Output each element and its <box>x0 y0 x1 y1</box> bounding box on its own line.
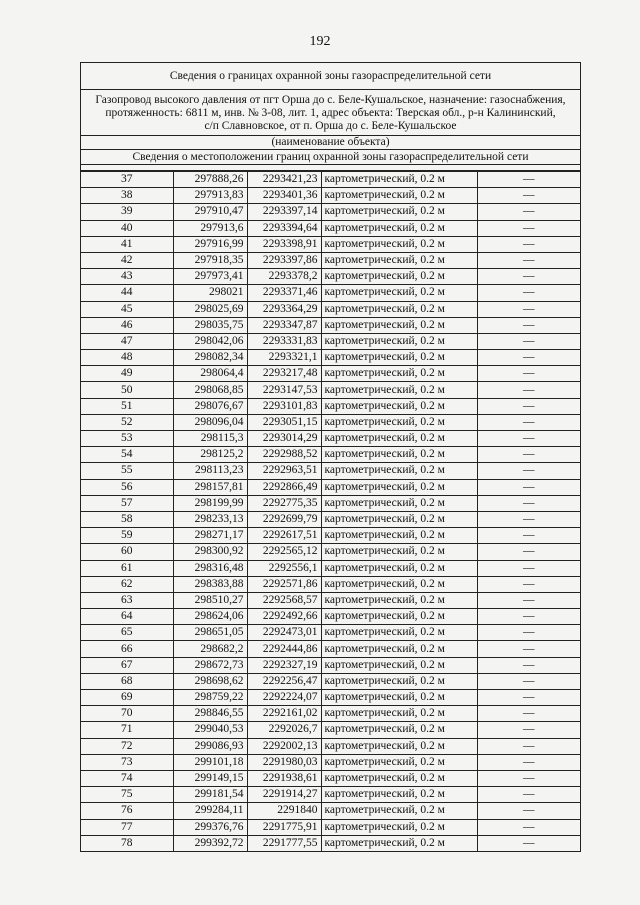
method-accuracy-cell: картометрический, 0.2 м <box>321 172 477 188</box>
y-coordinate-cell: 2292473,01 <box>247 625 321 641</box>
table-row <box>81 657 580 673</box>
table-row <box>81 431 580 447</box>
y-coordinate-cell: 2293101,83 <box>247 398 321 414</box>
x-coordinate-cell: 298383,88 <box>173 576 247 592</box>
point-number-cell: 64 <box>81 609 173 625</box>
point-number-cell: 55 <box>81 463 173 479</box>
object-name-line: с/п Славновское, от п. Орша до с. Беле-Кушальское <box>204 120 457 132</box>
y-coordinate-cell: 2293217,48 <box>247 366 321 382</box>
table-row <box>81 819 580 835</box>
method-accuracy-cell: картометрический, 0.2 м <box>321 285 477 301</box>
section-title: Сведения о местоположении границ охранной зоны газораспределительной сети <box>81 150 580 165</box>
point-number-cell: 47 <box>81 333 173 349</box>
point-number-cell: 75 <box>81 787 173 803</box>
point-number-cell: 57 <box>81 495 173 511</box>
point-number-cell: 49 <box>81 366 173 382</box>
method-accuracy-cell: картометрический, 0.2 м <box>321 625 477 641</box>
description-cell: — <box>477 690 580 706</box>
point-number-cell: 40 <box>81 220 173 236</box>
page-number: 192 <box>309 34 331 49</box>
description-cell: — <box>477 350 580 366</box>
point-number-cell: 76 <box>81 803 173 819</box>
table-row <box>81 252 580 268</box>
description-cell: — <box>477 252 580 268</box>
method-accuracy-cell: картометрический, 0.2 м <box>321 269 477 285</box>
x-coordinate-cell: 298846,55 <box>173 706 247 722</box>
table-row <box>81 463 580 479</box>
method-accuracy-cell: картометрический, 0.2 м <box>321 787 477 803</box>
table-row <box>81 414 580 430</box>
method-accuracy-cell: картометрический, 0.2 м <box>321 333 477 349</box>
method-accuracy-cell: картометрический, 0.2 м <box>321 592 477 608</box>
description-cell: — <box>477 770 580 786</box>
method-accuracy-cell: картометрический, 0.2 м <box>321 576 477 592</box>
object-name-caption: (наименование объекта) <box>81 136 580 150</box>
point-number-cell: 74 <box>81 770 173 786</box>
form-title: Сведения о границах охранной зоны газораспределительной сети <box>81 63 580 90</box>
method-accuracy-cell: картометрический, 0.2 м <box>321 803 477 819</box>
x-coordinate-cell: 298672,73 <box>173 657 247 673</box>
description-cell: — <box>477 172 580 188</box>
object-name <box>81 90 580 136</box>
y-coordinate-cell: 2292327,19 <box>247 657 321 673</box>
y-coordinate-cell: 2293378,2 <box>247 269 321 285</box>
x-coordinate-cell: 299086,93 <box>173 738 247 754</box>
description-cell: — <box>477 301 580 317</box>
description-cell: — <box>477 220 580 236</box>
table-row <box>81 592 580 608</box>
description-cell: — <box>477 754 580 770</box>
point-number-cell: 73 <box>81 754 173 770</box>
x-coordinate-cell: 298682,2 <box>173 641 247 657</box>
description-cell: — <box>477 803 580 819</box>
y-coordinate-cell: 2293397,14 <box>247 204 321 220</box>
table-row <box>81 641 580 657</box>
y-coordinate-cell: 2293147,53 <box>247 382 321 398</box>
table-row <box>81 544 580 560</box>
description-cell: — <box>477 560 580 576</box>
method-accuracy-cell: картометрический, 0.2 м <box>321 366 477 382</box>
method-accuracy-cell: картометрический, 0.2 м <box>321 447 477 463</box>
description-cell: — <box>477 835 580 851</box>
table-row <box>81 722 580 738</box>
table-row <box>81 350 580 366</box>
table-row <box>81 560 580 576</box>
x-coordinate-cell: 298624,06 <box>173 609 247 625</box>
point-number-cell: 51 <box>81 398 173 414</box>
point-number-cell: 62 <box>81 576 173 592</box>
table-row <box>81 625 580 641</box>
y-coordinate-cell: 2292699,79 <box>247 511 321 527</box>
x-coordinate-cell: 297910,47 <box>173 204 247 220</box>
description-cell: — <box>477 269 580 285</box>
description-cell: — <box>477 657 580 673</box>
y-coordinate-cell: 2293331,83 <box>247 333 321 349</box>
x-coordinate-cell: 297973,41 <box>173 269 247 285</box>
x-coordinate-cell: 298759,22 <box>173 690 247 706</box>
y-coordinate-cell: 2292617,51 <box>247 528 321 544</box>
y-coordinate-cell: 2293401,36 <box>247 188 321 204</box>
method-accuracy-cell: картометрический, 0.2 м <box>321 317 477 333</box>
method-accuracy-cell: картометрический, 0.2 м <box>321 706 477 722</box>
description-cell: — <box>477 722 580 738</box>
description-cell: — <box>477 592 580 608</box>
description-cell: — <box>477 738 580 754</box>
method-accuracy-cell: картометрический, 0.2 м <box>321 690 477 706</box>
y-coordinate-cell: 2292224,07 <box>247 690 321 706</box>
description-cell: — <box>477 479 580 495</box>
method-accuracy-cell: картометрический, 0.2 м <box>321 431 477 447</box>
x-coordinate-cell: 299392,72 <box>173 835 247 851</box>
method-accuracy-cell: картометрический, 0.2 м <box>321 414 477 430</box>
x-coordinate-cell: 297913,6 <box>173 220 247 236</box>
x-coordinate-cell: 297888,26 <box>173 172 247 188</box>
method-accuracy-cell: картометрический, 0.2 м <box>321 350 477 366</box>
point-number-cell: 71 <box>81 722 173 738</box>
y-coordinate-cell: 2291938,61 <box>247 770 321 786</box>
description-cell: — <box>477 285 580 301</box>
table-row <box>81 576 580 592</box>
table-row <box>81 447 580 463</box>
coordinates-table-body <box>81 172 580 851</box>
point-number-cell: 38 <box>81 188 173 204</box>
y-coordinate-cell: 2292002,13 <box>247 738 321 754</box>
x-coordinate-cell: 299101,18 <box>173 754 247 770</box>
table-row <box>81 301 580 317</box>
x-coordinate-cell: 299376,76 <box>173 819 247 835</box>
point-number-cell: 63 <box>81 592 173 608</box>
y-coordinate-cell: 2293371,46 <box>247 285 321 301</box>
y-coordinate-cell: 2293364,29 <box>247 301 321 317</box>
point-number-cell: 59 <box>81 528 173 544</box>
table-row <box>81 511 580 527</box>
point-number-cell: 68 <box>81 673 173 689</box>
method-accuracy-cell: картометрический, 0.2 м <box>321 835 477 851</box>
x-coordinate-cell: 298157,81 <box>173 479 247 495</box>
y-coordinate-cell: 2291980,03 <box>247 754 321 770</box>
table-row <box>81 398 580 414</box>
description-cell: — <box>477 447 580 463</box>
table-row <box>81 382 580 398</box>
point-number-cell: 69 <box>81 690 173 706</box>
table-row <box>81 754 580 770</box>
y-coordinate-cell: 2293014,29 <box>247 431 321 447</box>
method-accuracy-cell: картометрический, 0.2 м <box>321 770 477 786</box>
method-accuracy-cell: картометрический, 0.2 м <box>321 398 477 414</box>
coordinates-table <box>81 171 580 851</box>
description-cell: — <box>477 333 580 349</box>
method-accuracy-cell: картометрический, 0.2 м <box>321 463 477 479</box>
table-row <box>81 236 580 252</box>
table-row <box>81 706 580 722</box>
method-accuracy-cell: картометрический, 0.2 м <box>321 204 477 220</box>
y-coordinate-cell: 2291914,27 <box>247 787 321 803</box>
description-cell: — <box>477 188 580 204</box>
table-row <box>81 738 580 754</box>
y-coordinate-cell: 2293398,91 <box>247 236 321 252</box>
description-cell: — <box>477 787 580 803</box>
table-row <box>81 528 580 544</box>
point-number-cell: 48 <box>81 350 173 366</box>
point-number-cell: 65 <box>81 625 173 641</box>
description-cell: — <box>477 414 580 430</box>
table-row <box>81 803 580 819</box>
description-cell: — <box>477 641 580 657</box>
x-coordinate-cell: 298082,34 <box>173 350 247 366</box>
point-number-cell: 77 <box>81 819 173 835</box>
y-coordinate-cell: 2292775,35 <box>247 495 321 511</box>
method-accuracy-cell: картометрический, 0.2 м <box>321 641 477 657</box>
method-accuracy-cell: картометрический, 0.2 м <box>321 657 477 673</box>
table-row <box>81 285 580 301</box>
point-number-cell: 50 <box>81 382 173 398</box>
table-row <box>81 495 580 511</box>
point-number-cell: 67 <box>81 657 173 673</box>
method-accuracy-cell: картометрический, 0.2 м <box>321 609 477 625</box>
x-coordinate-cell: 297916,99 <box>173 236 247 252</box>
x-coordinate-cell: 298021 <box>173 285 247 301</box>
table-row <box>81 673 580 689</box>
point-number-cell: 46 <box>81 317 173 333</box>
x-coordinate-cell: 299149,15 <box>173 770 247 786</box>
point-number-cell: 42 <box>81 252 173 268</box>
x-coordinate-cell: 298233,13 <box>173 511 247 527</box>
table-row <box>81 333 580 349</box>
description-cell: — <box>477 576 580 592</box>
method-accuracy-cell: картометрический, 0.2 м <box>321 722 477 738</box>
table-row <box>81 609 580 625</box>
object-name-line: Газопровод высокого давления от пгт Орша до с. Беле-Кушальское, назначение: газоснабжения, <box>95 94 566 106</box>
table-row <box>81 366 580 382</box>
method-accuracy-cell: картометрический, 0.2 м <box>321 673 477 689</box>
x-coordinate-cell: 298271,17 <box>173 528 247 544</box>
y-coordinate-cell: 2291775,91 <box>247 819 321 835</box>
point-number-cell: 37 <box>81 172 173 188</box>
method-accuracy-cell: картометрический, 0.2 м <box>321 544 477 560</box>
description-cell: — <box>477 609 580 625</box>
point-number-cell: 39 <box>81 204 173 220</box>
point-number-cell: 58 <box>81 511 173 527</box>
description-cell: — <box>477 463 580 479</box>
x-coordinate-cell: 298096,04 <box>173 414 247 430</box>
point-number-cell: 66 <box>81 641 173 657</box>
x-coordinate-cell: 298076,67 <box>173 398 247 414</box>
method-accuracy-cell: картометрический, 0.2 м <box>321 819 477 835</box>
method-accuracy-cell: картометрический, 0.2 м <box>321 220 477 236</box>
y-coordinate-cell: 2291840 <box>247 803 321 819</box>
description-cell: — <box>477 706 580 722</box>
x-coordinate-cell: 298113,23 <box>173 463 247 479</box>
description-cell: — <box>477 511 580 527</box>
table-row <box>81 787 580 803</box>
description-cell: — <box>477 544 580 560</box>
x-coordinate-cell: 298651,05 <box>173 625 247 641</box>
description-cell: — <box>477 528 580 544</box>
description-cell: — <box>477 204 580 220</box>
description-cell: — <box>477 495 580 511</box>
point-number-cell: 72 <box>81 738 173 754</box>
method-accuracy-cell: картометрический, 0.2 м <box>321 252 477 268</box>
description-cell: — <box>477 819 580 835</box>
y-coordinate-cell: 2291777,55 <box>247 835 321 851</box>
y-coordinate-cell: 2292161,02 <box>247 706 321 722</box>
method-accuracy-cell: картометрический, 0.2 м <box>321 738 477 754</box>
zone-boundary-form <box>80 62 581 852</box>
point-number-cell: 54 <box>81 447 173 463</box>
point-number-cell: 70 <box>81 706 173 722</box>
method-accuracy-cell: картометрический, 0.2 м <box>321 528 477 544</box>
y-coordinate-cell: 2292571,86 <box>247 576 321 592</box>
x-coordinate-cell: 298125,2 <box>173 447 247 463</box>
y-coordinate-cell: 2292565,12 <box>247 544 321 560</box>
method-accuracy-cell: картометрический, 0.2 м <box>321 479 477 495</box>
point-number-cell: 45 <box>81 301 173 317</box>
y-coordinate-cell: 2292568,57 <box>247 592 321 608</box>
y-coordinate-cell: 2292866,49 <box>247 479 321 495</box>
table-row <box>81 479 580 495</box>
y-coordinate-cell: 2292963,51 <box>247 463 321 479</box>
table-row <box>81 220 580 236</box>
y-coordinate-cell: 2293394,64 <box>247 220 321 236</box>
y-coordinate-cell: 2293397,86 <box>247 252 321 268</box>
description-cell: — <box>477 236 580 252</box>
method-accuracy-cell: картометрический, 0.2 м <box>321 560 477 576</box>
method-accuracy-cell: картометрический, 0.2 м <box>321 188 477 204</box>
method-accuracy-cell: картометрический, 0.2 м <box>321 495 477 511</box>
y-coordinate-cell: 2293321,1 <box>247 350 321 366</box>
method-accuracy-cell: картометрический, 0.2 м <box>321 301 477 317</box>
x-coordinate-cell: 299284,11 <box>173 803 247 819</box>
table-row <box>81 204 580 220</box>
point-number-cell: 43 <box>81 269 173 285</box>
x-coordinate-cell: 298025,69 <box>173 301 247 317</box>
method-accuracy-cell: картометрический, 0.2 м <box>321 511 477 527</box>
x-coordinate-cell: 297913,83 <box>173 188 247 204</box>
y-coordinate-cell: 2292988,52 <box>247 447 321 463</box>
y-coordinate-cell: 2293051,15 <box>247 414 321 430</box>
table-row <box>81 770 580 786</box>
x-coordinate-cell: 297918,35 <box>173 252 247 268</box>
x-coordinate-cell: 298042,06 <box>173 333 247 349</box>
description-cell: — <box>477 382 580 398</box>
y-coordinate-cell: 2292492,66 <box>247 609 321 625</box>
method-accuracy-cell: картометрический, 0.2 м <box>321 236 477 252</box>
method-accuracy-cell: картометрический, 0.2 м <box>321 382 477 398</box>
point-number-cell: 52 <box>81 414 173 430</box>
description-cell: — <box>477 431 580 447</box>
x-coordinate-cell: 299181,54 <box>173 787 247 803</box>
description-cell: — <box>477 673 580 689</box>
x-coordinate-cell: 298316,48 <box>173 560 247 576</box>
y-coordinate-cell: 2293421,23 <box>247 172 321 188</box>
y-coordinate-cell: 2292444,86 <box>247 641 321 657</box>
description-cell: — <box>477 366 580 382</box>
x-coordinate-cell: 299040,53 <box>173 722 247 738</box>
y-coordinate-cell: 2293347,87 <box>247 317 321 333</box>
x-coordinate-cell: 298300,92 <box>173 544 247 560</box>
table-row <box>81 172 580 188</box>
point-number-cell: 53 <box>81 431 173 447</box>
description-cell: — <box>477 398 580 414</box>
point-number-cell: 78 <box>81 835 173 851</box>
object-name-line: протяженность: 6811 м, инв. № 3-08, лит. 1, адрес объекта: Тверская обл., р-н Калининский, <box>105 107 556 119</box>
point-number-cell: 41 <box>81 236 173 252</box>
table-row <box>81 690 580 706</box>
table-row <box>81 269 580 285</box>
x-coordinate-cell: 298035,75 <box>173 317 247 333</box>
x-coordinate-cell: 298068,85 <box>173 382 247 398</box>
description-cell: — <box>477 625 580 641</box>
point-number-cell: 61 <box>81 560 173 576</box>
x-coordinate-cell: 298064,4 <box>173 366 247 382</box>
y-coordinate-cell: 2292026,7 <box>247 722 321 738</box>
y-coordinate-cell: 2292256,47 <box>247 673 321 689</box>
table-row <box>81 317 580 333</box>
description-cell: — <box>477 317 580 333</box>
point-number-cell: 56 <box>81 479 173 495</box>
table-row <box>81 835 580 851</box>
method-accuracy-cell: картометрический, 0.2 м <box>321 754 477 770</box>
point-number-cell: 44 <box>81 285 173 301</box>
point-number-cell: 60 <box>81 544 173 560</box>
x-coordinate-cell: 298510,27 <box>173 592 247 608</box>
x-coordinate-cell: 298115,3 <box>173 431 247 447</box>
x-coordinate-cell: 298199,99 <box>173 495 247 511</box>
x-coordinate-cell: 298698,62 <box>173 673 247 689</box>
table-row <box>81 188 580 204</box>
y-coordinate-cell: 2292556,1 <box>247 560 321 576</box>
